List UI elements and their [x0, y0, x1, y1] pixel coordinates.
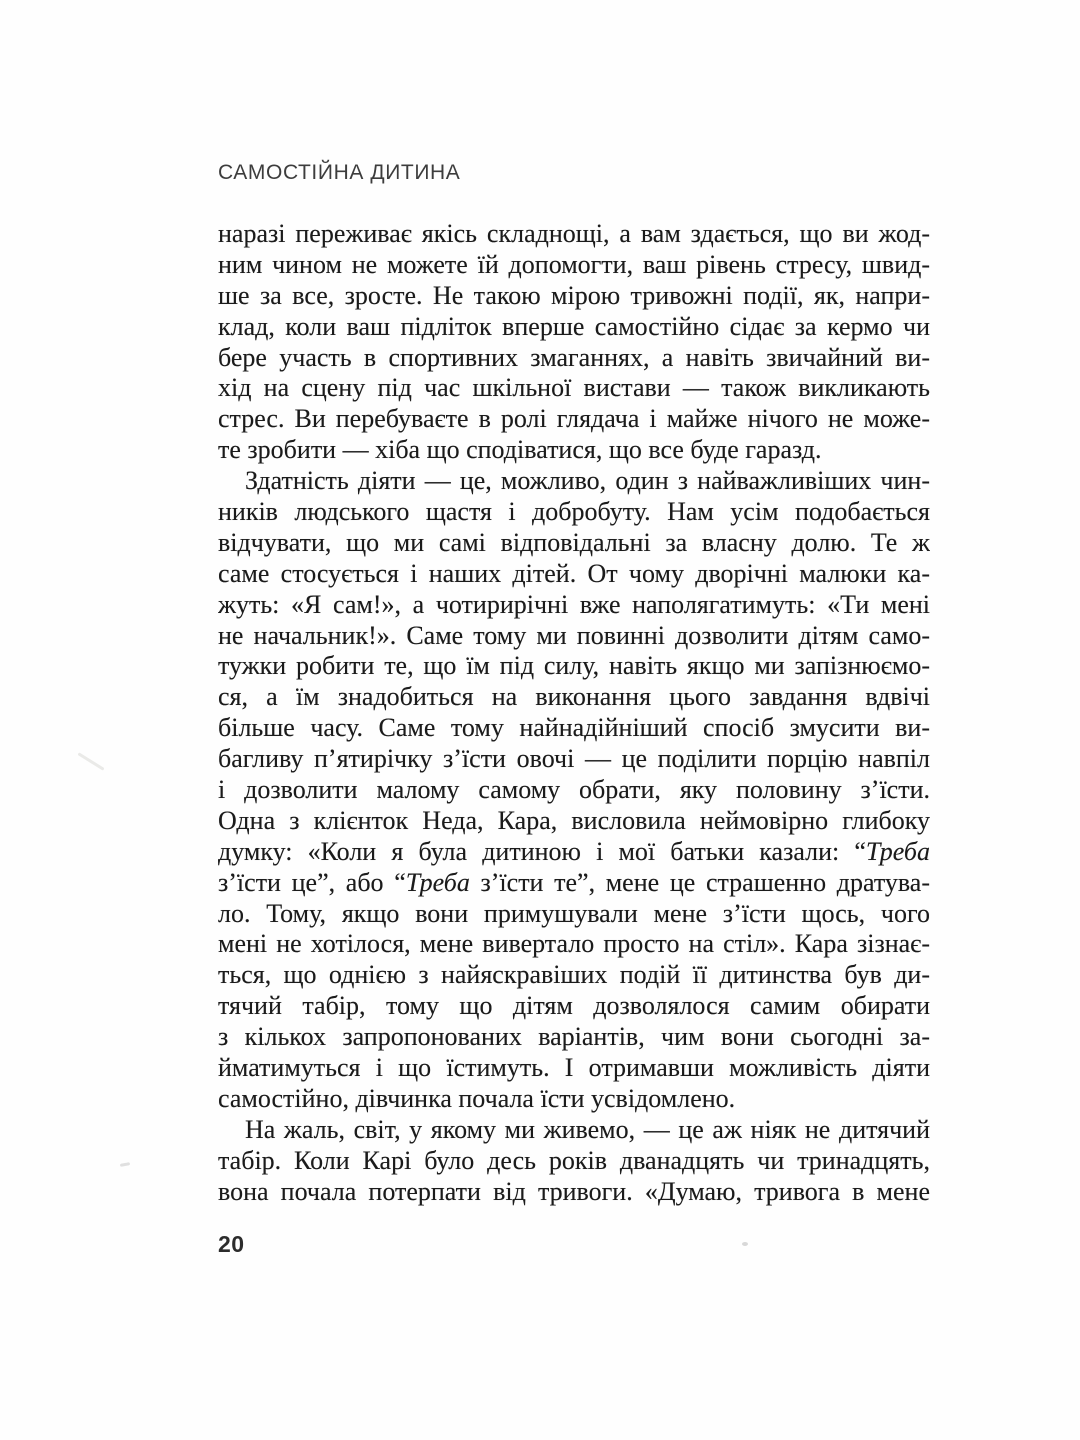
text-line	[218, 1022, 930, 1053]
text-line	[218, 1177, 930, 1208]
running-head: САМОСТІЙНА ДИТИНА	[218, 161, 461, 184]
paragraph	[218, 1115, 930, 1208]
text-run: з кількох запропонованих варіантів, чим вони сьогодні за-	[218, 1022, 930, 1052]
text-line	[218, 899, 930, 930]
text-line	[218, 250, 930, 281]
text-line	[218, 559, 930, 590]
text-run: ся, а їм знадобиться на виконання цього завдання вдвічі	[218, 682, 930, 712]
text-run: мені не хотілося, мене вивертало просто на стіл». Кара зізнає-	[218, 929, 930, 959]
text-run: йматимуться і що їстимуть. І отримавши можливість діяти	[218, 1053, 930, 1083]
text-run: Здатність діяти — це, можливо, один з найважливіших чин-	[245, 466, 930, 496]
paragraph	[218, 466, 930, 1115]
text-run: багливу п’ятирічку з’їсти овочі — це поділити порцію навпіл	[218, 744, 930, 774]
text-block	[218, 219, 930, 1208]
text-line	[218, 590, 930, 621]
text-run: відчувати, що ми самі відповідальні за власну долю. Те ж	[218, 527, 930, 557]
scan-artifact	[77, 752, 104, 770]
text-run: вона почала потерпати від тривоги. «Думаю, тривога в мене	[218, 1176, 930, 1206]
text-run: те зробити — хіба що сподіватися, що все буде гаразд.	[218, 435, 822, 465]
text-line	[218, 960, 930, 991]
text-run: хід на сцену під час шкільної вистави — також викликають	[218, 373, 930, 403]
text-run: тужки робити те, що їм під силу, навіть якщо ми запізнюємо-	[218, 651, 930, 681]
text-run: ться, що однією з найяскравіших подій її дитинства був ди-	[218, 960, 930, 990]
text-line	[218, 1084, 930, 1115]
scan-artifact	[120, 1162, 130, 1167]
text-run: більше часу. Саме тому найнадійніший спосіб змусити ви-	[218, 713, 930, 743]
text-line	[218, 929, 930, 960]
italic-text-run: Треба	[405, 867, 470, 897]
text-line	[218, 991, 930, 1022]
italic-text-run: Треба	[865, 836, 930, 866]
text-line	[218, 466, 930, 497]
text-line	[218, 219, 930, 250]
text-run: ників людського щастя і добробуту. Нам усім подобається	[218, 497, 930, 527]
text-line	[218, 682, 930, 713]
text-line	[218, 528, 930, 559]
text-run: і дозволити малому самому обрати, яку половину з’їсти.	[218, 775, 930, 805]
text-line	[218, 1053, 930, 1084]
text-run: саме стосується і наших дітей. От чому дворічні малюки ка-	[218, 558, 930, 588]
text-run: наразі переживає якісь складнощі, а вам здається, що ви жод-	[218, 219, 930, 248]
text-run: з’їсти те”, мене це страшенно дратува-	[469, 867, 930, 897]
text-run: На жаль, світ, у якому ми живемо, — це аж ніяк не дитячий	[245, 1114, 930, 1144]
text-run: з’їсти це”, або “	[218, 867, 406, 897]
text-run: ло. Тому, якщо вони примушували мене з’їсти щось, чого	[218, 898, 930, 928]
text-line	[218, 281, 930, 312]
text-line	[218, 775, 930, 806]
page-number: 20	[218, 1231, 245, 1257]
text-line	[218, 868, 930, 899]
text-line	[218, 621, 930, 652]
text-line	[218, 806, 930, 837]
text-run: ше за все, зросте. Не такою мірою тривожні події, як, напри-	[218, 280, 930, 310]
text-run: табір. Коли Карі було десь років дванадцять чи тринадцять,	[218, 1145, 930, 1175]
text-run: думку: «Коли я була дитиною і мої батьки казали: “	[218, 836, 866, 866]
text-run: бере участь в спортивних змаганнях, а навіть звичайний ви-	[218, 342, 930, 372]
text-line	[218, 404, 930, 435]
text-run: самостійно, дівчинка почала їсти усвідомлено.	[218, 1083, 736, 1113]
text-run: тячий табір, тому що дітям дозволялося самим обирати	[218, 991, 930, 1021]
text-line	[218, 1146, 930, 1177]
scan-artifact	[742, 1242, 748, 1246]
text-line	[218, 651, 930, 682]
text-run: жуть: «Я сам!», а чотирирічні вже наполягатимуть: «Ти мені	[218, 589, 930, 619]
text-line	[218, 744, 930, 775]
text-line	[218, 713, 930, 744]
text-line	[218, 312, 930, 343]
text-line	[218, 435, 930, 466]
text-run: Одна з клієнток Неда, Кара, висловила неймовірно глибоку	[218, 805, 930, 835]
text-line	[218, 373, 930, 404]
paragraph	[218, 219, 930, 466]
text-line	[218, 837, 930, 868]
text-line	[218, 1115, 930, 1146]
text-line	[218, 343, 930, 374]
text-run: не начальник!». Саме тому ми повинні дозволити дітям само-	[218, 620, 930, 650]
text-run: ним чином не можете їй допомогти, ваш рівень стресу, швид-	[218, 249, 930, 279]
text-run: стрес. Ви перебуваєте в ролі глядача і майже нічого не може-	[218, 404, 930, 434]
text-line	[218, 497, 930, 528]
text-run: клад, коли ваш підліток вперше самостійно сідає за кермо чи	[218, 311, 930, 341]
